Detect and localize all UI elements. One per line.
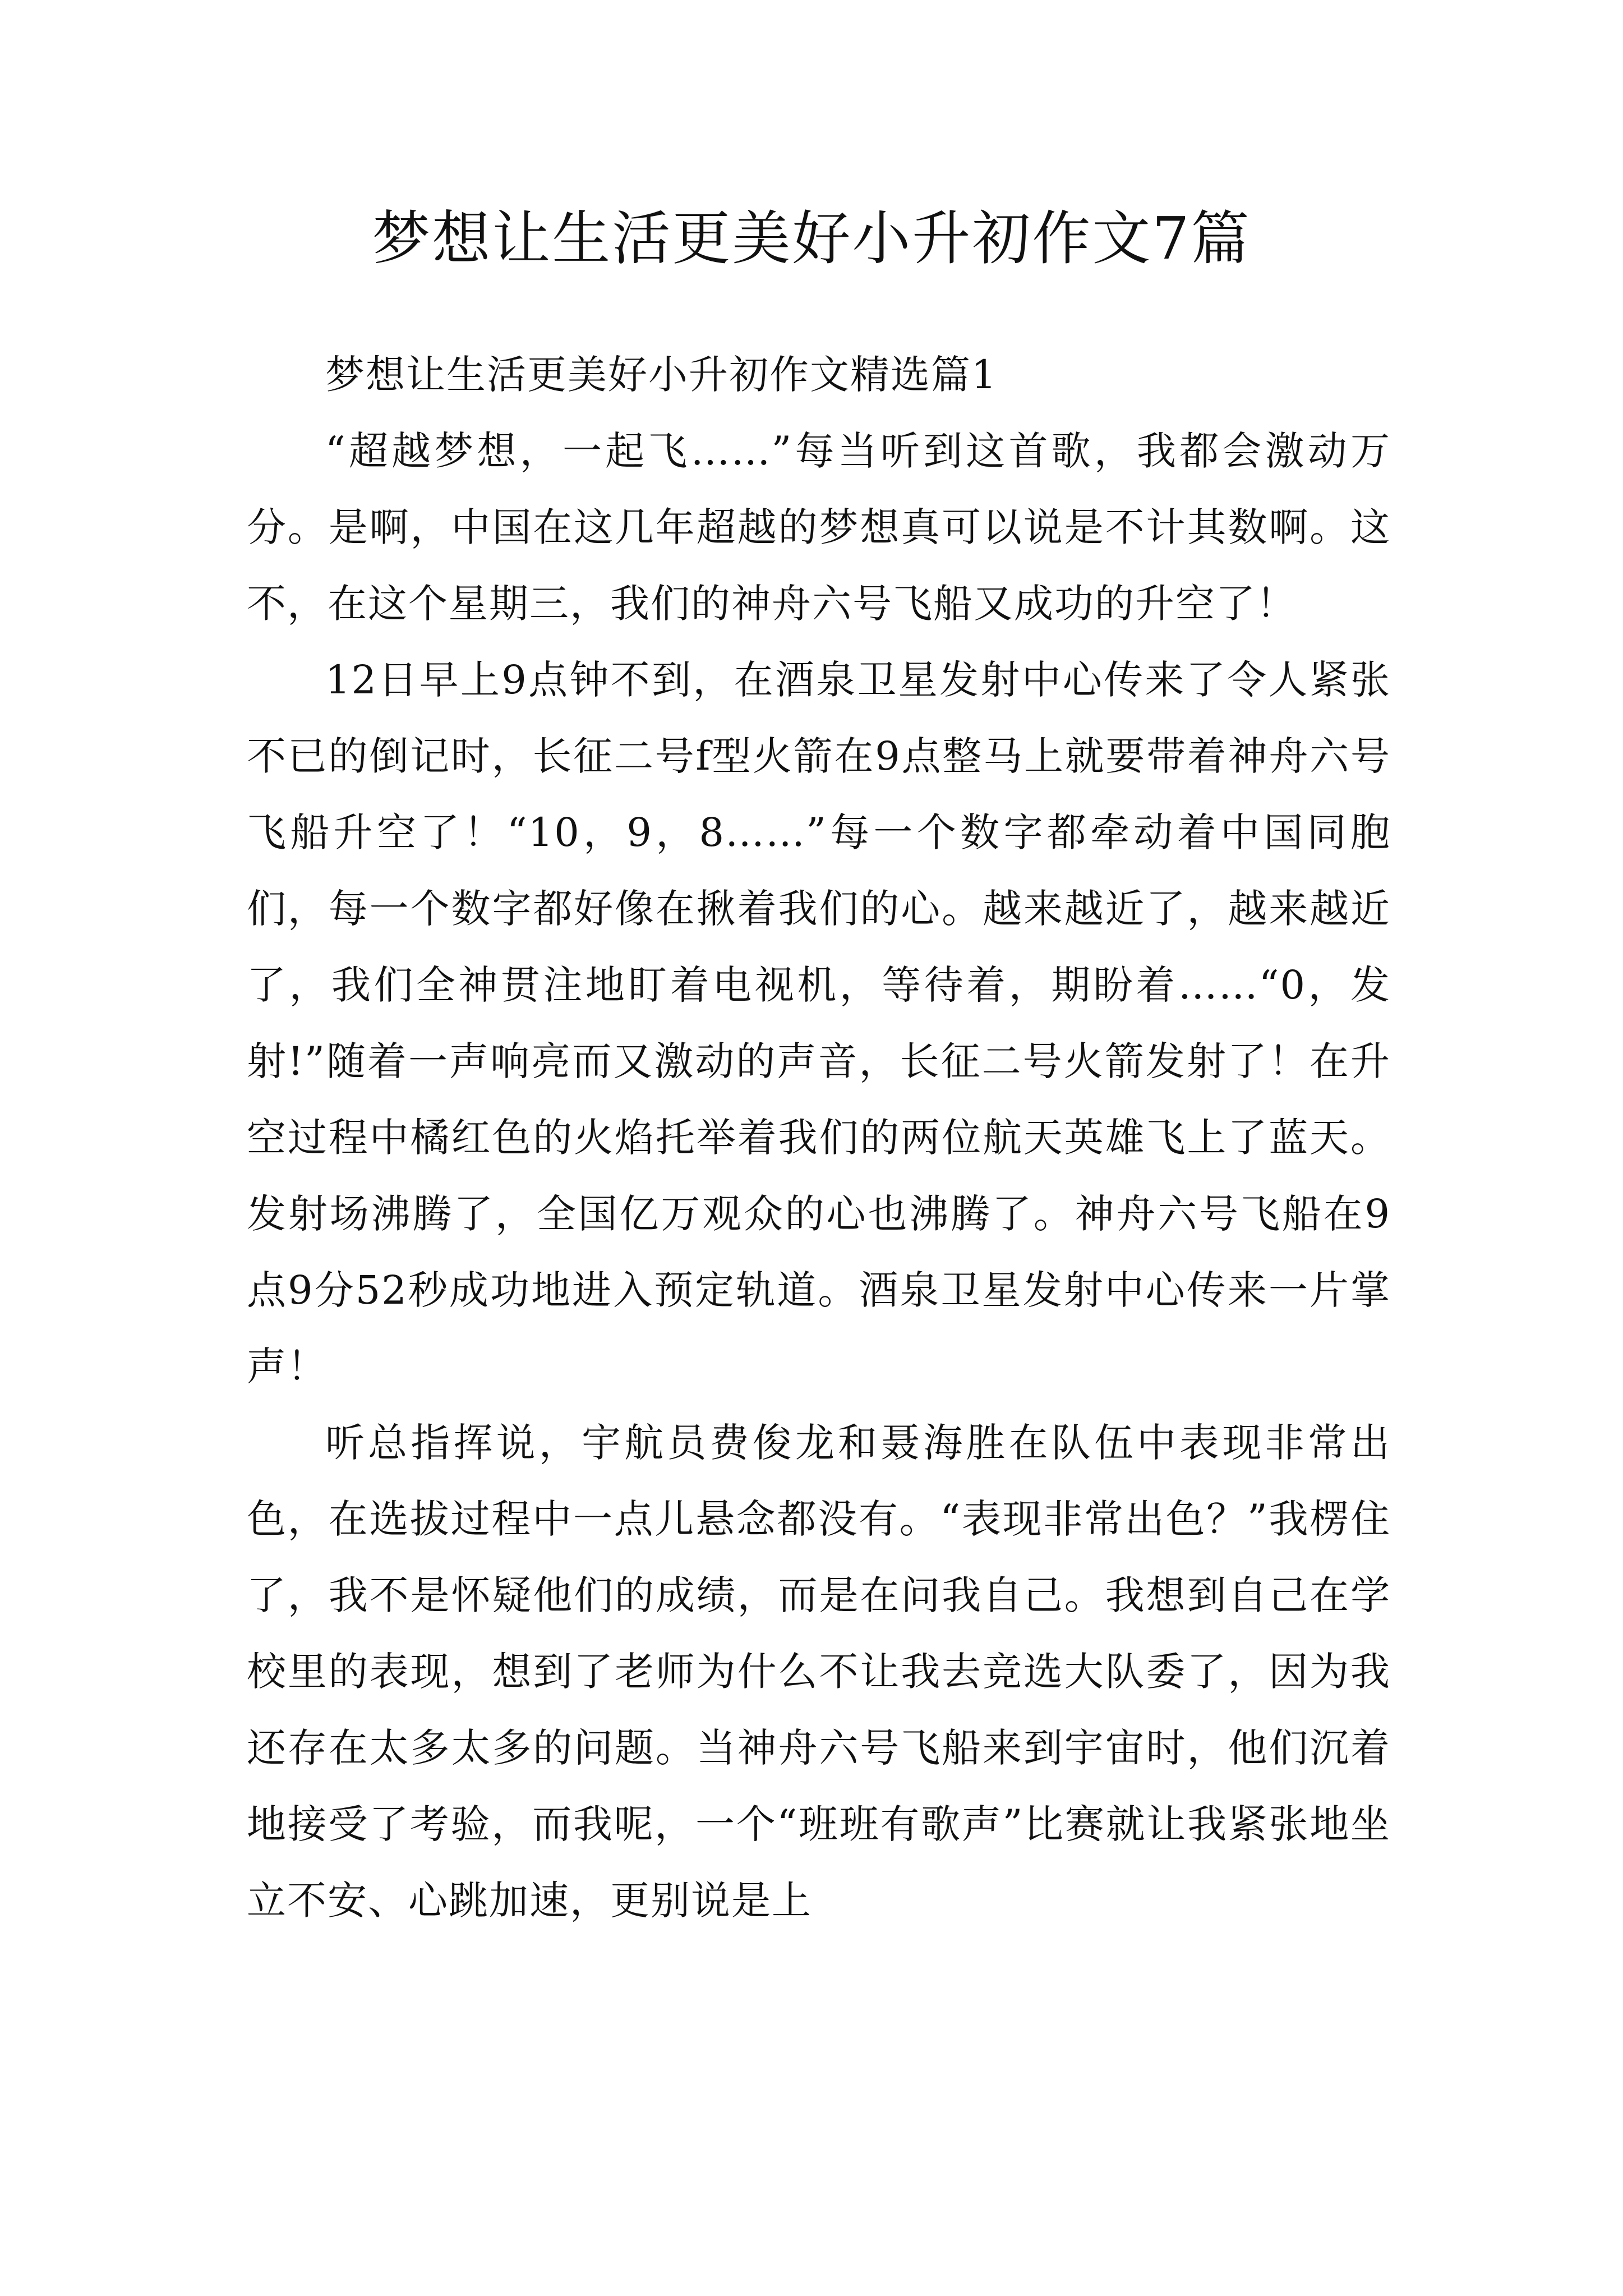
section-heading: 梦想让生活更美好小升初作文精选篇1 bbox=[325, 352, 998, 398]
paragraph: 12日早上9点钟不到，在酒泉卫星发射中心传来了令人紧张不已的倒记时，长征二号f型火箭在9点整马上就要带着神舟六号飞船升空了！“10，9，8……”每一个数字都牵动着中国同胞们，每一个数字都好像在揪着我们的心。越来越近了，越来越近了，我们全神贯注地盯着电视机，等待着，期盼着……“0，发射!”随着一声响亮而又激动的声音，长征二号火箭发射了！在升空过程中橘红色的火焰托举着我们的两位航天英雄飞上了蓝天。发射场沸腾了，全国亿万观众的心也沸腾了。神舟六号飞船在9点9分52秒成功地进入预定轨道。酒泉卫星发射中心传来一片掌声！ bbox=[247, 657, 1391, 1389]
document-title: 梦想让生活更美好小升初作文7篇 bbox=[372, 204, 1251, 273]
paragraph: 听总指挥说，宇航员费俊龙和聂海胜在队伍中表现非常出色，在选拔过程中一点儿悬念都没有。“表现非常出色？”我楞住了，我不是怀疑他们的成绩，而是在问我自己。我想到自己在学校里的表现，想到了老师为什么不让我去竞选大队委了，因为我还存在太多太多的问题。当神舟六号飞船来到宇宙时，他们沉着地接受了考验，而我呢，一个“班班有歌声”比赛就让我紧张地坐立不安、心跳加速，更别说是上 bbox=[247, 1420, 1391, 1924]
document-body bbox=[247, 337, 1391, 1939]
paragraph: “超越梦想，一起飞……”每当听到这首歌，我都会激动万分。是啊，中国在这几年超越的梦想真可以说是不计其数啊。这不，在这个星期三，我们的神舟六号飞船又成功的升空了！ bbox=[247, 428, 1391, 627]
